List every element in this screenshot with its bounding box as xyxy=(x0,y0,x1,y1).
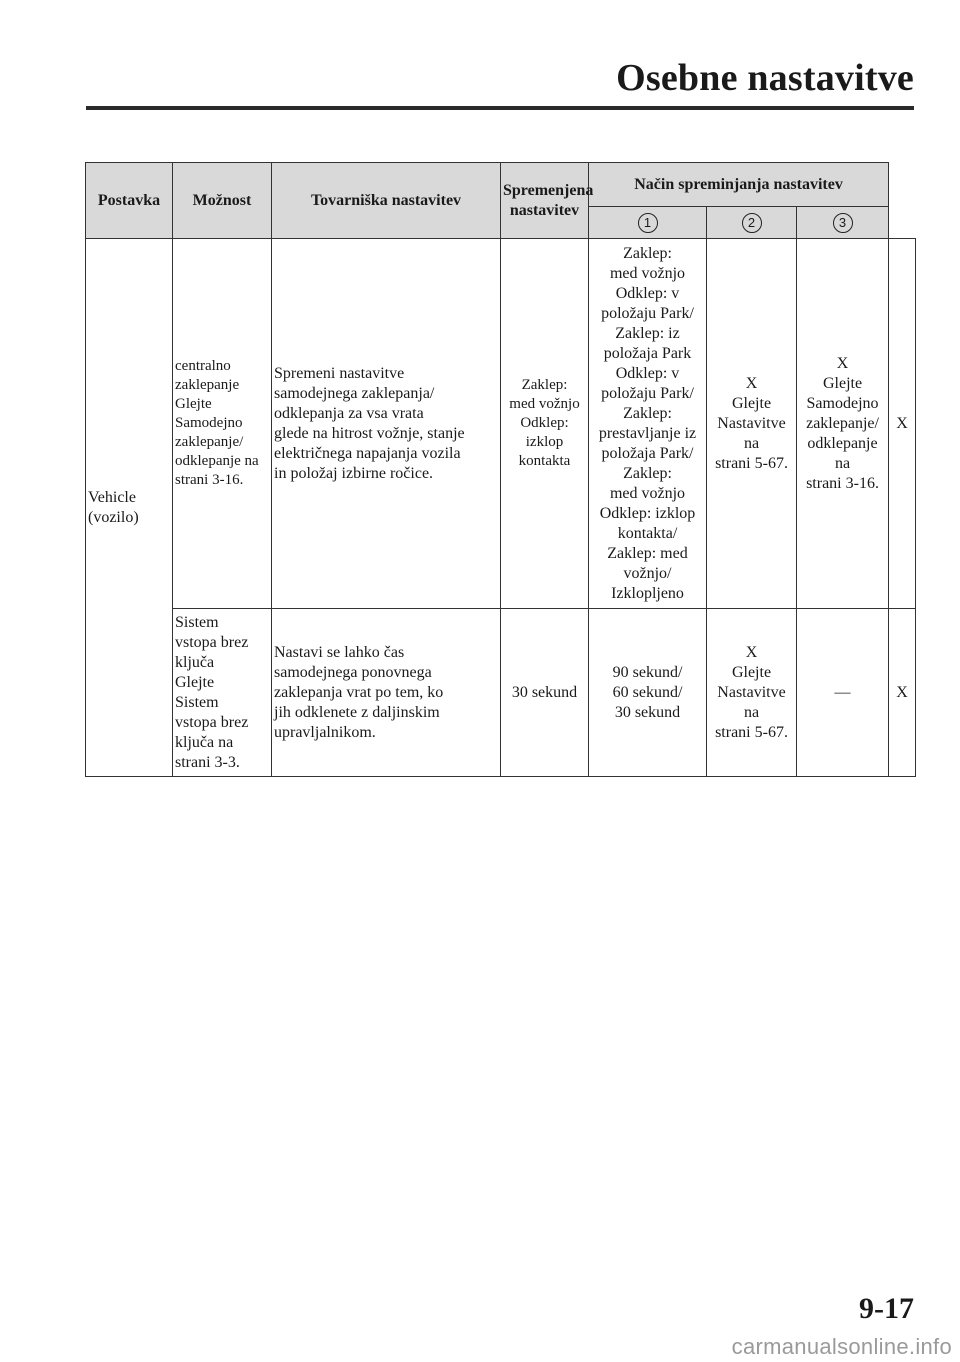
option-cell: Sistem vstopa brez ključa Glejte Sistem vstopa brez ključa na strani 3-3. xyxy=(173,609,272,777)
factory-setting-cell: Zaklep: med vožnjo Odklep: izklop kontakta xyxy=(501,239,589,609)
circled-2-icon: 2 xyxy=(742,213,762,233)
watermark: carmanualsonline.info xyxy=(731,1334,952,1359)
page-title: Osebne nastavitve xyxy=(616,57,914,99)
changed-setting-cell: 90 sekund/ 60 sekund/ 30 sekund xyxy=(589,609,707,777)
factory-setting-cell: 30 sekund xyxy=(501,609,589,777)
header-postavka: Postavka xyxy=(86,163,173,239)
method-2-cell: X Glejte Samodejno zaklepanje/ odklepanje na strani 3-16. xyxy=(797,239,889,609)
item-vehicle: Vehicle (vozilo) xyxy=(86,239,173,777)
header-spremenjena-nastavitev: Spremenjena nastavitev xyxy=(501,163,589,239)
changed-setting-cell: Zaklep: med vožnjo Odklep: v položaju Park/ Zaklep: iz položaja Park Odklep: v položaju Park/ Zaklep: prestavljanje iz položaja Park/ Zaklep: med vožnjo Odklep: izklop kontakta/ Zaklep: med vožnjo/ Izklopljeno xyxy=(589,239,707,609)
page-number: 9-17 xyxy=(859,1292,914,1325)
method-1-cell: X Glejte Nastavitve na strani 5-67. xyxy=(707,609,797,777)
description-cell: Spremeni nastavitve samodejnega zaklepanja/ odklepanja za vsa vrata glede na hitrost vožnje, stanje električnega napajanja vozila in položaj izbirne ročice. xyxy=(272,239,501,609)
option-cell: centralno zaklepanje Glejte Samodejno zaklepanje/ odklepanje na strani 3-16. xyxy=(173,239,272,609)
title-divider xyxy=(86,106,914,110)
method-3-cell: X xyxy=(889,239,916,609)
method-2-cell: — xyxy=(797,609,889,777)
table-row xyxy=(86,609,916,777)
method-1-cell: X Glejte Nastavitve na strani 5-67. xyxy=(707,239,797,609)
header-nacin-spreminjanja: Način spreminjanja nastavitev xyxy=(589,163,889,207)
description-cell: Nastavi se lahko čas samodejnega ponovnega zaklepanja vrat po tem, ko jih odklenete z daljinskim upravljalnikom. xyxy=(272,609,501,777)
header-tovarniska-nastavitev: Tovarniška nastavitev xyxy=(272,163,501,239)
header-moznost: Možnost xyxy=(173,163,272,239)
settings-table xyxy=(85,162,916,777)
header-method-1 xyxy=(589,207,707,239)
circled-3-icon: 3 xyxy=(833,213,853,233)
header-method-3 xyxy=(797,207,889,239)
header-method-2 xyxy=(707,207,797,239)
method-3-cell: X xyxy=(889,609,916,777)
table-row xyxy=(86,239,916,609)
circled-1-icon: 1 xyxy=(638,213,658,233)
